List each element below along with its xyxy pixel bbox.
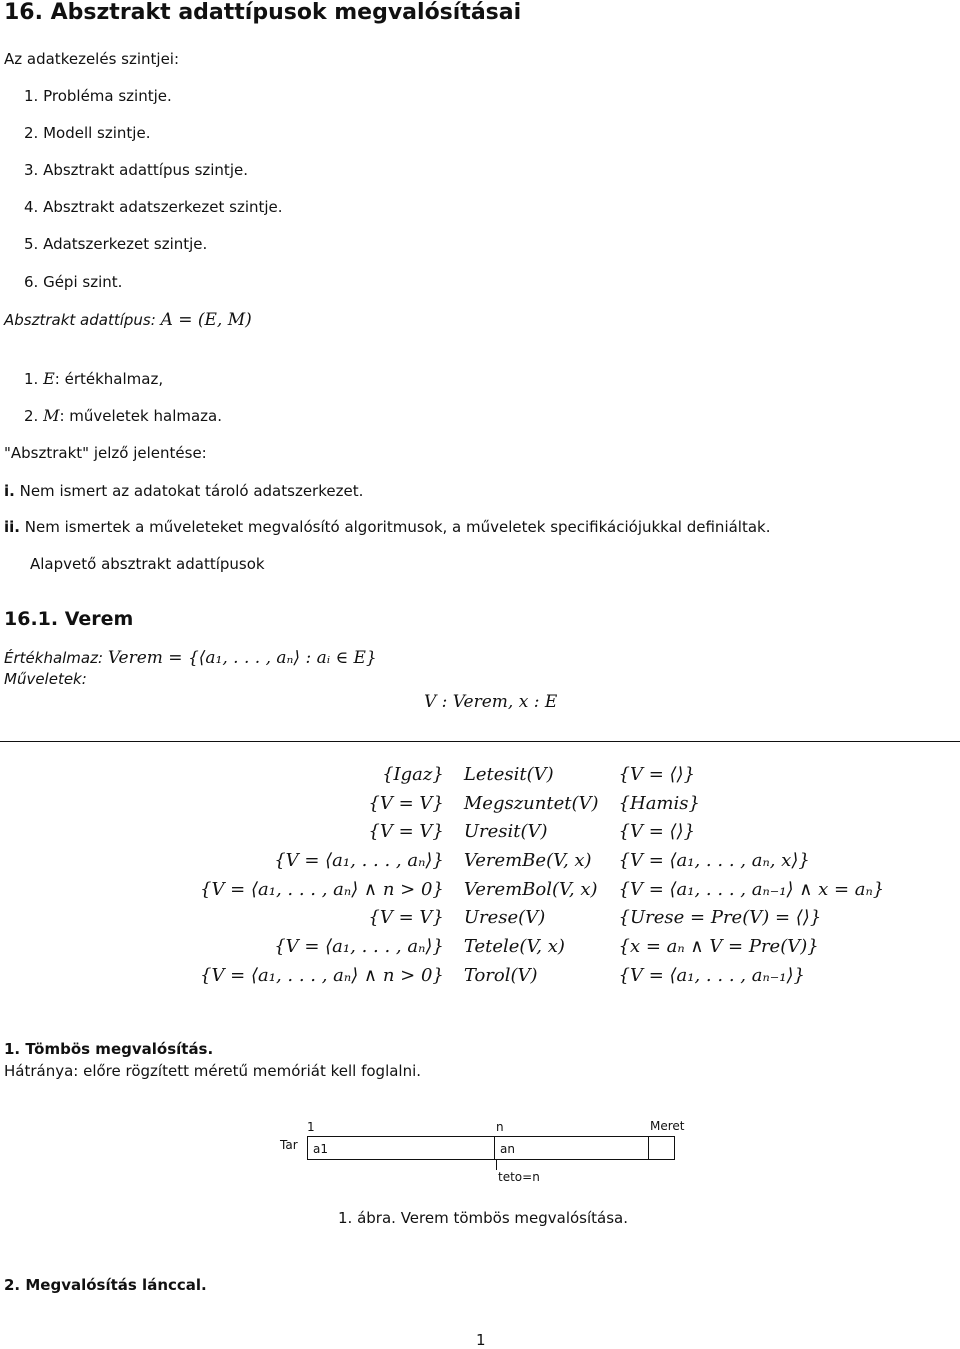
operation: VeremBol(V, x) [463,878,598,900]
precondition: {V = V} [368,907,444,929]
value-set [4,648,377,668]
impl1-title: 1. Tömbös megvalósítás. [4,1040,214,1058]
intro-text: Az adatkezelés szintjei: [4,50,180,68]
array-cell-a1: a1 [307,1136,495,1160]
level-item: 5. Adatszerkezet szintje. [24,235,208,253]
array-cell-free [648,1136,675,1160]
precondition: {V = ⟨a₁, . . . , aₙ⟩ ∧ n > 0} [200,964,444,986]
level-item: 3. Absztrakt adattípus szintje. [24,161,248,179]
operation-row [190,789,894,818]
precondition: {V = ⟨a₁, . . . , aₙ⟩} [274,849,444,871]
operation: Megszuntet(V) [463,792,599,814]
value-set-formula: Verem = {⟨a₁, . . . , aₙ⟩ : aᵢ ∈ E} [107,648,377,668]
operations-table [190,760,894,990]
meaning-item: ii. Nem ismertek a műveleteket megvalósító algoritmusok, a műveletek specifikációjukkal definiáltak. [4,518,771,536]
postcondition: {V = ⟨a₁, . . . , aₙ₋₁⟩ ∧ x = aₙ} [618,878,885,900]
operation: VeremBe(V, x) [463,849,592,871]
postcondition: {V = ⟨⟩} [618,763,696,785]
operations-label: Műveletek: [4,670,87,688]
array-cell-an: an [494,1136,649,1160]
adt-item: 2. M: műveletek halmaza. [24,406,222,425]
impl1-drawback: Hátránya: előre rögzített méretű memóriát kell foglalni. [4,1062,422,1080]
operation-row [190,817,894,846]
operation: Tetele(V, x) [463,935,565,957]
page-title: 16. Absztrakt adattípusok megvalósításai [4,0,522,25]
postcondition: {V = ⟨a₁, . . . , aₙ, x⟩} [618,849,810,871]
precondition: {Igaz} [382,763,444,785]
abstract-meaning-heading: "Absztrakt" jelző jelentése: [4,444,207,462]
postcondition: {Hamis} [618,792,700,814]
teto-pointer-line [496,1160,497,1170]
page-number: 1 [476,1331,486,1349]
value-set-label: Értékhalmaz: [4,649,108,667]
operation: Letesit(V) [463,763,554,785]
declaration: V : Verem, x : E [424,692,558,712]
operation: Torol(V) [463,964,538,986]
figure-index-1: 1 [307,1120,315,1134]
adt-formula: A = (E, M) [160,310,252,330]
operation-row [190,932,894,961]
precondition: {V = ⟨a₁, . . . , aₙ⟩} [274,935,444,957]
postcondition: {V = ⟨⟩} [618,821,696,843]
adt-item: 1. E: értékhalmaz, [24,369,164,388]
operation-row [190,875,894,904]
operation: Uresit(V) [463,821,548,843]
precondition: {V = ⟨a₁, . . . , aₙ⟩ ∧ n > 0} [200,878,444,900]
postcondition: {Urese = Pre(V) = ⟨⟩} [618,907,822,929]
level-item: 6. Gépi szint. [24,273,123,291]
figure-teto-label: teto=n [498,1170,540,1184]
adt-label: Absztrakt adattípus: [4,311,161,329]
operation-row [190,846,894,875]
impl2-title: 2. Megvalósítás lánccal. [4,1276,207,1294]
postcondition: {V = ⟨a₁, . . . , aₙ₋₁⟩} [618,964,805,986]
figure-tar-label: Tar [280,1138,298,1152]
figure-index-n: n [496,1120,504,1134]
figure-meret-label: Meret [650,1119,685,1133]
basic-types-heading: Alapvető absztrakt adattípusok [30,555,265,573]
precondition: {V = V} [368,821,444,843]
level-item: 2. Modell szintje. [24,124,151,142]
level-item: 1. Probléma szintje. [24,87,172,105]
operation-row [190,903,894,932]
postcondition: {x = aₙ ∧ V = Pre(V)} [618,935,819,957]
operation-row [190,760,894,789]
meaning-item: i. Nem ismert az adatokat tároló adatszerkezet. [4,482,364,500]
operation: Urese(V) [463,907,546,929]
precondition: {V = V} [368,792,444,814]
divider [0,741,960,742]
figure-caption: 1. ábra. Verem tömbös megvalósítása. [338,1209,629,1227]
level-item: 4. Absztrakt adatszerkezet szintje. [24,198,283,216]
adt-definition [4,310,252,330]
operation-row [190,961,894,990]
section-heading-stack: 16.1. Verem [4,608,134,630]
